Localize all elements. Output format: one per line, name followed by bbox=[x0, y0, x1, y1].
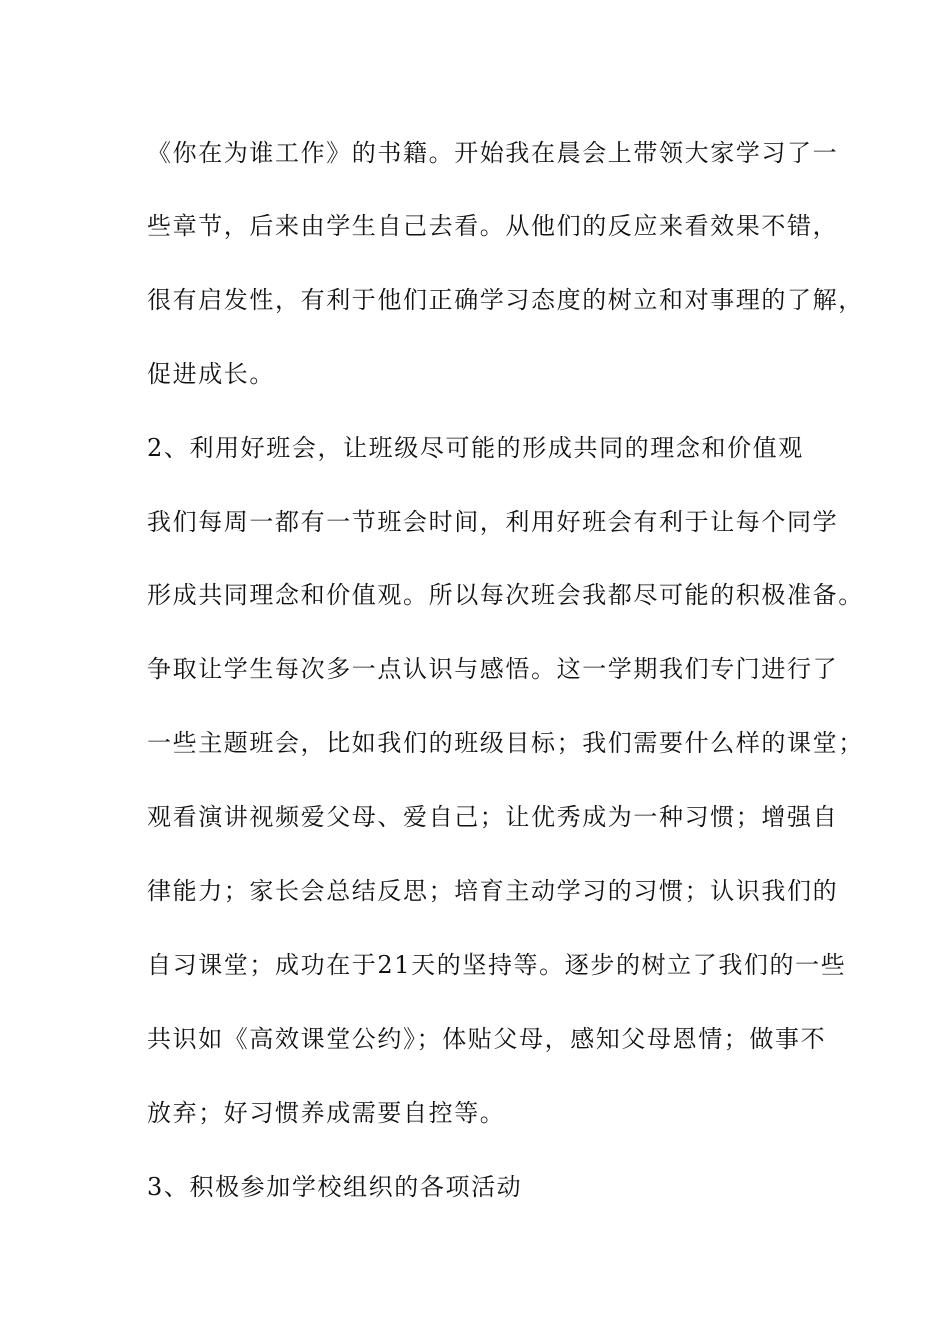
paragraph-line: 些章节，后来由学生自己去看。从他们的反应来看效果不错， bbox=[147, 212, 839, 240]
paragraph-line: 自习课堂；成功在于21天的坚持等。逐步的树立了我们的一些 bbox=[147, 951, 847, 979]
paragraph-line: 观看演讲视频爱父母、爱自己；让优秀成为一种习惯；增强自 bbox=[147, 803, 839, 831]
section-heading: 3、积极参加学校组织的各项活动 bbox=[147, 1173, 523, 1201]
paragraph-line: 放弃；好习惯养成需要自控等。 bbox=[147, 1099, 506, 1127]
paragraph-line: 律能力；家长会总结反思；培育主动学习的习惯；认识我们的 bbox=[147, 877, 839, 905]
paragraph-line: 争取让学生每次多一点认识与感悟。这一学期我们专门进行了 bbox=[147, 655, 839, 683]
paragraph-line: 一些主题班会，比如我们的班级目标；我们需要什么样的课堂； bbox=[147, 729, 864, 757]
section-heading: 2、利用好班会，让班级尽可能的形成共同的理念和价值观 bbox=[147, 434, 804, 462]
paragraph-line: 促进成长。 bbox=[147, 360, 275, 388]
paragraph-line: 共识如《高效课堂公约》；体贴父母，感知父母恩情；做事不 bbox=[147, 1025, 827, 1053]
paragraph-line: 很有启发性，有利于他们正确学习态度的树立和对事理的了解， bbox=[147, 286, 864, 314]
paragraph-line: 形成共同理念和价值观。所以每次班会我都尽可能的积极准备。 bbox=[147, 581, 864, 609]
paragraph-line: 《你在为谁工作》的书籍。开始我在晨会上带领大家学习了一 bbox=[147, 139, 839, 167]
paragraph-line: 我们每周一都有一节班会时间，利用好班会有利于让每个同学 bbox=[147, 508, 839, 536]
